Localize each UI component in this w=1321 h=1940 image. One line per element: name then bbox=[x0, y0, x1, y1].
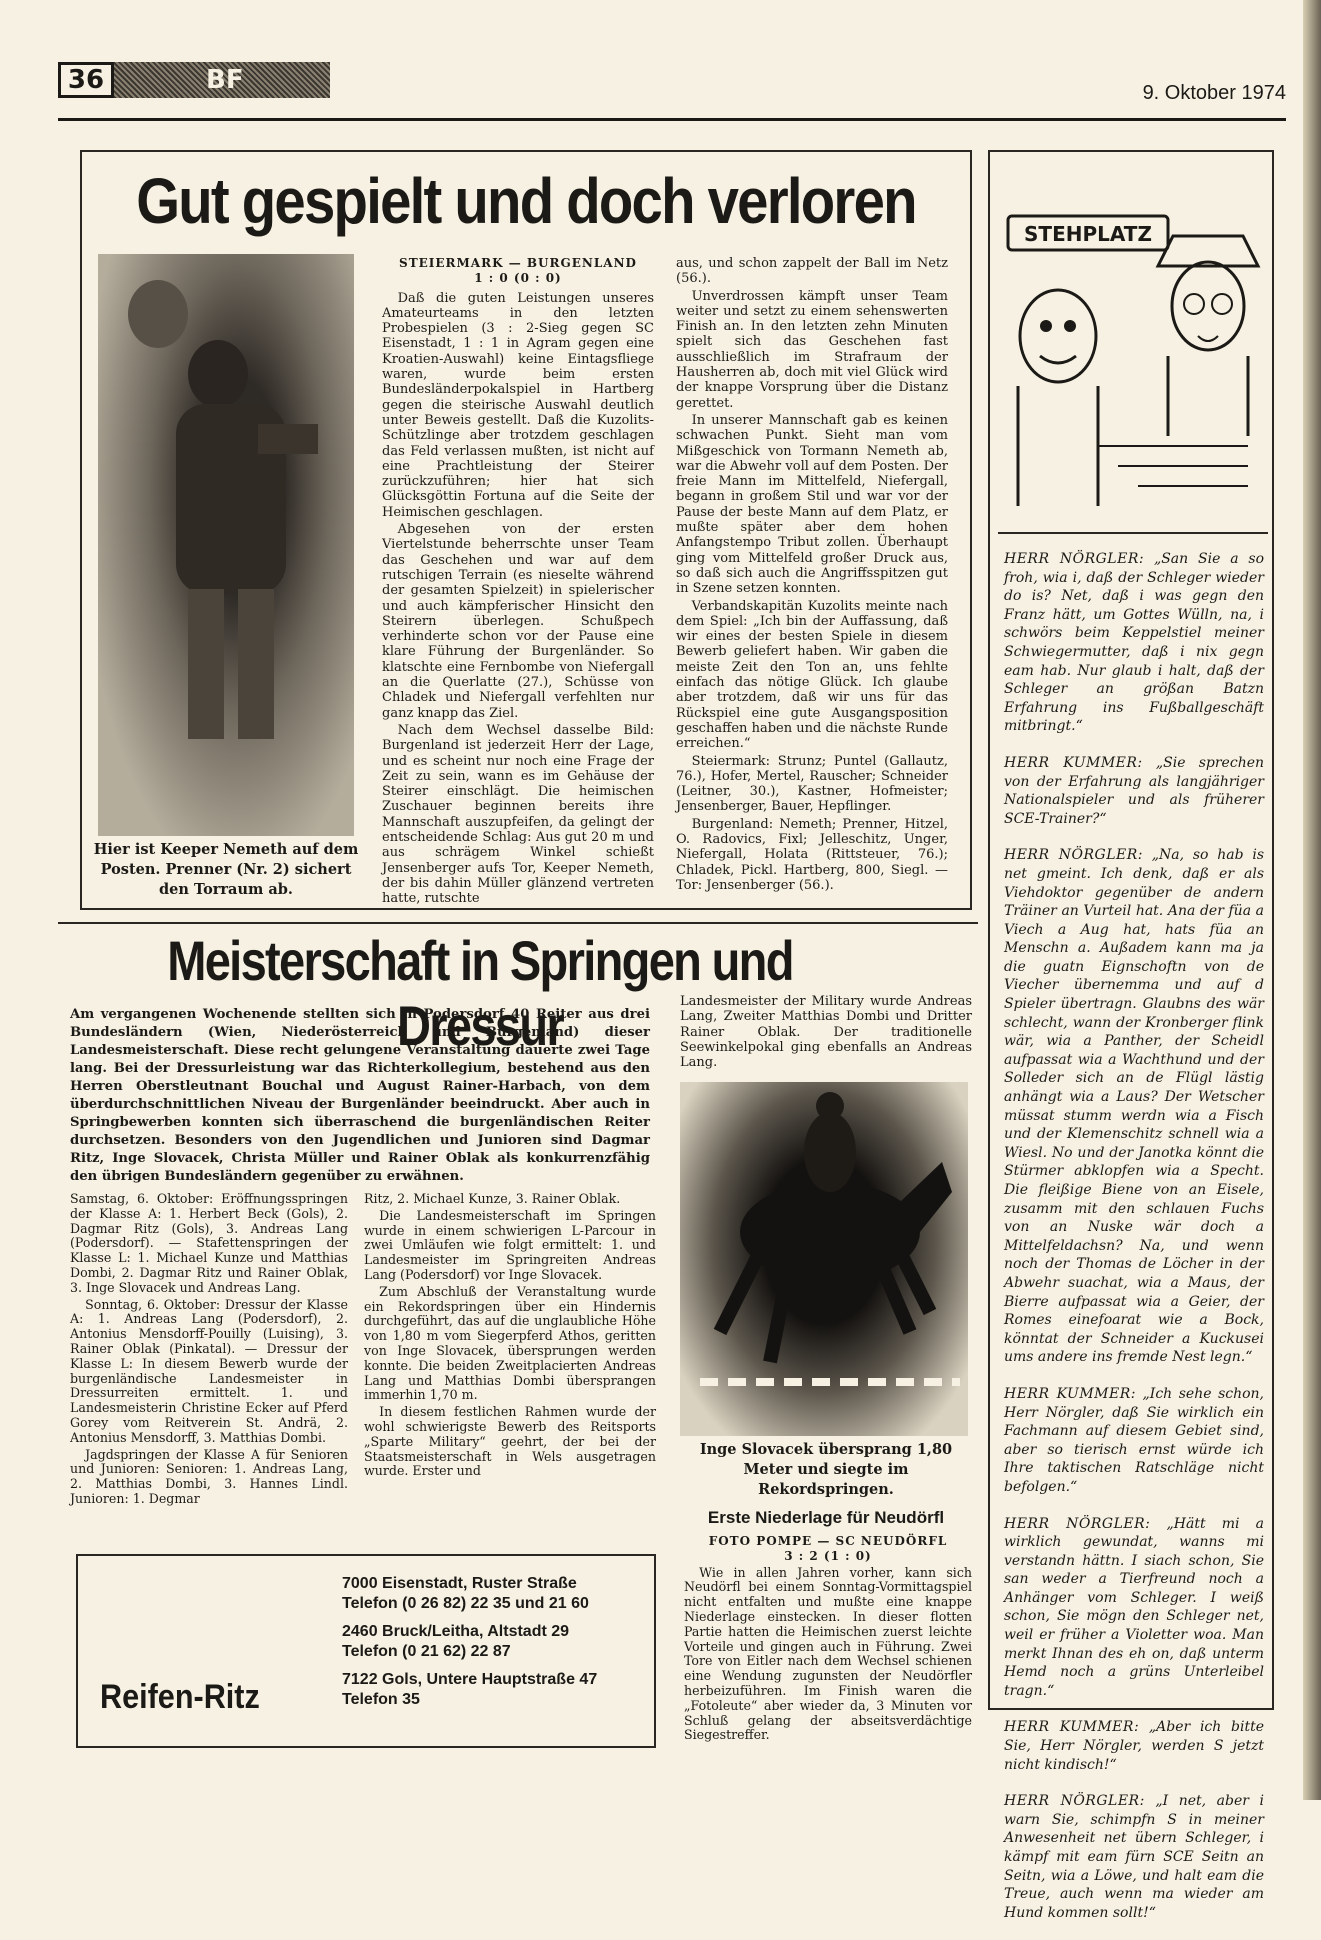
horse-rider-icon bbox=[680, 1082, 968, 1436]
stehplatz-column bbox=[988, 150, 1274, 1921]
article-column-3 bbox=[676, 256, 948, 895]
paragraph: Daß die guten Leistungen unseres Amateurteams in den letzten Probespielen (3 : 2-Sieg gegen SC Eisenstadt, 1 : 1 in Agram gegen eine Kroatien-Auswahl) keine Eintagsfliege waren, wurde beim ersten Bundesländerpokalspiel in Hartberg gegen die steirische Auswahl deutlich unter Beweis gestellt. Daß die Kuzolits-Schützlinge aber trotzdem geschlagen das Feld verlassen mußten, ist nicht auf eine Prachtleistung der Steirer zurückzuführen; hier hat sich Glücksgöttin Fortuna auf die Seite der Heimischen geschlagen. bbox=[382, 290, 654, 520]
match-score: 3 : 2 (1 : 0) bbox=[784, 1548, 872, 1563]
dialog-turn bbox=[1004, 754, 1264, 828]
paragraph: Verbandskapitän Kuzolits meinte nach dem Spiel: „Ich bin der Auffassung, daß wir eines der besten Spiele in diesem Bewerb geliefert haben. Wir gaben die meiste Zeit den Ton an, uns fehlte einfach das nötige Glück. Ich glaube aber trotzdem, daß wir uns für das Rückspiel eine gute Ausgangsposition geschaffen haben und die nächste Runde erreichen.“ bbox=[676, 598, 948, 752]
ad-addresses bbox=[342, 1574, 642, 1718]
speaker: HERR NÖRGLER: bbox=[1004, 1793, 1145, 1810]
ad-address bbox=[342, 1622, 642, 1662]
cartoon-title: STEHPLATZ bbox=[1024, 222, 1152, 246]
ad-line: Telefon (0 21 62) 22 87 bbox=[342, 1643, 511, 1660]
speech: „Hätt mi a wirklich gewundat, wanns mi verstandn hättn. I siach schon, Sie san weder a Tierfreund noch a Anhänger vom Schleger. I weiß schon, Sie mögn den Schleger net, weil er früher a Violetter woa. Man merkt Ihnan des eh on, daß unterm Hemd noch a grüns Unterleibel tragn.“ bbox=[1004, 1515, 1265, 1699]
match-title: FOTO POMPE — SC NEUDÖRFL bbox=[708, 1534, 948, 1548]
speech: „Na, so hab is net gmeint. Ich denk, daß er als Viehdoktor gegenüber de andern Träiner an Vurteil hat. Ana der füa a Viech a Aug hat, hats füa an Menschn a. Außadem kann ma ja die guatn Eignschoftn von de Viecher übernemma und auf d Spieler übertragn. Glaubns des wär schlecht, wann der Kronberger flink wär, wia a Panther, der Scheidl aufpassat wia a Wachthund und der Solleder sich an de Flügl lästig anhängt wia a Laus? Der Wetscher müssat stumm werdn wia a Fisch und der Klemenschitz schnell wia a Wiesl. No und der Janotka könnt die Stürmer abklopfen wia a Specht. Die fleißige Biene von an Eisele, zusamm mit den schlauen Fuchs von an Nuske wär doch a Mittelfeldachsn? Na, und wenn noch der Thomas de Löcher in der Abwehr suachat, wia a Maus, der Bierre aufpassat wia a Geier, der Romes einefoarat wie a Bock, könntat der Schneider a Kuckusei ums andere ins fremde Nest legn.“ bbox=[1004, 847, 1265, 1366]
paragraph: Unverdrossen kämpft unser Team weiter und setzt zu einem sehenswerten Finish an. In den letzten zehn Minuten spielt sich das Geschehen fast ausschließlich im Strafraum der Hausherren ab, doch mit viel Glück wird der knappe Vorsprung über die Distanz gerettet. bbox=[676, 288, 948, 411]
results-paragraph: Sonntag, 6. Oktober: Dressur der Klasse A: 1. Andreas Lang (Podersdorf), 2. Antonius Mensdorff-Pouilly (Luising), 3. Rainer Oblak (Pinkatal). — Dressur der Klasse L: In diesem Bewerb wurde der burgenländische Landesmeister in Dressurreiten ermittelt. 1. und Landesmeisterin Christine Ecker auf Pferd Gorey vom Reitverein St. Andrä, 2. Antonius Mensdorff, 3. Matthias Dombi. bbox=[70, 1296, 348, 1445]
dialog-turn bbox=[1004, 1515, 1264, 1701]
soccer-photo bbox=[98, 254, 354, 836]
dialog-turn bbox=[1004, 1792, 1264, 1922]
page-header bbox=[58, 62, 1286, 104]
article-headline-3: Erste Niederlage für Neudörfl bbox=[707, 1508, 945, 1527]
match-title: STEIERMARK — BURGENLAND bbox=[399, 256, 637, 270]
speech: „San Sie a so froh, wia i, daß der Schleger wieder do is? Net, daß i was gegn den Franz hätt, um Gottes Wülln, na, i schwörs beim Keppelstiel meiner Schwiegermutter, daß i nix gegn eam hab. Nur glaub i halt, daß der Schleger an größan Batzn Erfahrung ins Fußballgeschäft mitbringt.“ bbox=[1004, 551, 1265, 735]
results-column-2 bbox=[364, 1192, 656, 1481]
cartoon-illustration-icon bbox=[998, 196, 1268, 516]
paragraph: aus, und schon zappelt der Ball im Netz (56.). bbox=[676, 256, 948, 287]
ad-line: Telefon (0 26 82) 22 35 und 21 60 bbox=[342, 1595, 589, 1612]
match-score: 1 : 0 (0 : 0) bbox=[474, 271, 562, 286]
article-divider bbox=[58, 922, 978, 924]
lineup-paragraph: Burgenland: Nemeth; Prenner, Hitzel, O. Radovics, Fixl; Jelleschitz, Unger, Niefergall, Holata (Rittsteuer, 76.); Chladek, Pickl. Hartberg, 800, Siegl. — Tor: Jensenberger (56.). bbox=[676, 816, 948, 893]
dialog-text bbox=[1004, 550, 1264, 1940]
section-label: BF bbox=[114, 62, 330, 98]
article-column-2 bbox=[382, 256, 654, 908]
horse-jump-photo bbox=[680, 1082, 968, 1436]
paragraph: Zum Abschluß der Veranstaltung wurde ein Rekordspringen über ein Hindernis durchgeführt, das auf die unglaubliche Höhe von 1,80 m vom Siegerpferd Athos, geritten von Inge Slovacek, übersprungen werden konnte. Die beiden Zweitplacierten Andreas Lang und Matthias Dombi übersprangen immerhin 1,70 m. bbox=[364, 1283, 656, 1403]
page-number: 36 bbox=[58, 62, 114, 98]
results-paragraph: Samstag, 6. Oktober: Eröffnungsspringen der Klasse A: 1. Herbert Beck (Gols), 2. Dagmar Ritz (Gols), 3. Andreas Lang (Podersdorf). — Stafettenspringen der Klasse L: 1. Michael Kunze und Matthias Dombi, 2. Dagmar Ritz und Rainer Oblak, 3. Inge Slovacek und Andreas Lang. bbox=[70, 1191, 348, 1295]
article3-body bbox=[684, 1534, 972, 1745]
ad-address bbox=[342, 1574, 642, 1614]
goalkeeper-figure-icon bbox=[98, 254, 354, 836]
horse-photo-caption: Inge Slovacek übersprang 1,80 Meter und siegte im Rekordspringen. bbox=[699, 1441, 953, 1498]
article-headline-2: Meisterschaft in Springen und Dressur bbox=[167, 929, 793, 1057]
advertisement bbox=[76, 1554, 656, 1748]
ad-brand: Reifen-Ritz bbox=[100, 1678, 260, 1716]
paragraph: Nach dem Wechsel dasselbe Bild: Burgenland ist jederzeit Herr der Lage, und es scheint nur noch eine Frage der Zeit zu sein, wann es im Gehäuse der Steirer einschlägt. Die heimischen Zuschauer beginnen bereits ihre Mannschaft auszupfeifen, da gelingt der entscheidende Schlag: Aus gut 20 m und aus schrägem Winkel schießt Jensenberger aufs Tor, Keeper Nemeth, der bis dahin Müller glänzend vertreten hatte, rutschte bbox=[382, 722, 654, 907]
speech: „Sie sprechen von der Erfahrung als langjähriger Nationalspieler und als früherer SCE-Trainer?“ bbox=[1004, 754, 1265, 827]
ad-line: 7000 Eisenstadt, Ruster Straße bbox=[342, 1575, 577, 1592]
speech: „Ich sehe schon, Herr Nörgler, daß Sie wirklich ein Fachmann auf diesem Gebiet sind, aber so tierisch ernst würde ich Ihre taktischen Ratschläge nicht befolgen.“ bbox=[1004, 1385, 1265, 1495]
header-rule bbox=[58, 118, 1286, 121]
paragraph: Die Landesmeisterschaft im Springen wurde in einem schwierigen L-Parcour in zwei Umläufen wie folgt ermittelt: 1. und Landesmeister im Springreiten Andreas Lang (Podersdorf) vor Inge Slovacek. bbox=[364, 1207, 656, 1282]
article-soccer bbox=[80, 150, 972, 910]
stehplatz-cartoon bbox=[998, 196, 1268, 516]
dialog-turn bbox=[1004, 1385, 1264, 1497]
ad-line: 7122 Gols, Untere Hauptstraße 47 bbox=[342, 1671, 598, 1688]
paragraph: Landesmeister der Military wurde Andreas Lang, Zweiter Matthias Dombi und Dritter Rainer Oblak. Der traditionelle Seewinkelpokal ging ebenfalls an Andreas Lang. bbox=[680, 994, 972, 1071]
dialog-turn bbox=[1004, 550, 1264, 736]
page-edge bbox=[1303, 0, 1321, 1800]
paragraph: In diesem festlichen Rahmen wurde der wohl schwierigste Bewerb des Reitsports „Sparte Military“ geehrt, der bei der Staatsmeisterschaft in Wels ausgetragen wurde. Erster und bbox=[364, 1404, 656, 1479]
speaker: HERR KUMMER: bbox=[1004, 1385, 1136, 1402]
paragraph: Abgesehen von der ersten Viertelstunde beherrschte unser Team das Geschehen und war auf dem rutschigen Terrain (es nieselte während der gesamten Spielzeit) in spielerischer und auch kämpferischer Hinsicht den Steirern überlegen. Schußpech verhinderte schon vor der Pause eine klare Führung der Burgenländer. So klatschte eine Fernbombe von Niefergall an die Querlatte (27.), Schüsse von Chladek und Niefergall verfehlten nur ganz knapp das Ziel. bbox=[382, 522, 654, 721]
speaker: HERR KUMMER: bbox=[1004, 1719, 1140, 1736]
dialog-turn bbox=[1004, 1718, 1264, 1774]
speech: „Aber ich bitte Sie, Herr Nörgler, werden S jetzt nicht kindisch!“ bbox=[1004, 1719, 1264, 1773]
article-lead: Am vergangenen Wochenende stellten sich in Podersdorf 40 Reiter aus drei Bundesländern (Wien, Niederösterreich und Burgenland) dieser Landesmeisterschaft. Diese recht gelungene Veranstaltung dauerte zwei Tage lang. Bei der Dressurleistung war das Richterkollegium, bestehend aus den Herren Oberstleutnant Bouchal und August Rainer-Harbach, von dem überdurchschnittlichen Niveau der Burgenländer beeindruckt. Aber auch in Springbewerben konnten sich überraschend die burgenländischen Reiter durchsetzen. Besonders von den Jugendlichen und Junioren sind Dagmar Ritz, Inge Slovacek, Christa Müller und Rainer Oblak als konkurrenzfähig den übrigen Bundesländern gegenüber zu erwähnen. bbox=[70, 1007, 650, 1184]
speech: „I net, aber i warn Sie, schimpfn S in meiner Anwesenheit net übern Schleger, i kämpf mit eam fürn SCE Seitn an Seitn, wia a Löwe, und halt eam die Treue, auch wenn ma wieder am Hund kommen sollt!“ bbox=[1004, 1793, 1265, 1921]
speaker: HERR NÖRGLER: bbox=[1004, 551, 1145, 567]
issue-date: 9. Oktober 1974 bbox=[1142, 82, 1286, 104]
dialog-turn bbox=[1004, 846, 1264, 1367]
results-column-1 bbox=[70, 1192, 348, 1509]
cartoon-rule bbox=[998, 532, 1268, 534]
article2-top-right bbox=[680, 994, 972, 1072]
speaker: HERR NÖRGLER: bbox=[1004, 847, 1144, 864]
photo-caption: Hier ist Keeper Nemeth auf dem Posten. Prenner (Nr. 2) sichert den Torraum ab. bbox=[93, 841, 359, 898]
speaker: HERR NÖRGLER: bbox=[1004, 1515, 1151, 1532]
ad-line: Telefon 35 bbox=[342, 1691, 420, 1708]
paragraph: Wie in allen Jahren vorher, kann sich Neudörfl bei einem Sonntag-Vormittagspiel nicht entfalten und mußte eine knappe Niederlage einstecken. In dieser flotten Partie hatten die Heimischen zuerst leichte Vorteile und gingen auch in Führung. Zwei Tore von Eitler nach dem Wechsel schienen eine Wendung zugunsten der Neudörfler herbeizuführen. Im Finish waren die „Fotoleute“ aber wieder da, 3 Minuten vor Schluß gelang der abseitsverdächtige Siegestreffer. bbox=[684, 1564, 972, 1743]
article-headline: Gut gespielt und doch verloren bbox=[136, 165, 916, 237]
ad-address bbox=[342, 1670, 642, 1710]
ad-line: 2460 Bruck/Leitha, Altstadt 29 bbox=[342, 1623, 570, 1640]
paragraph: In unserer Mannschaft gab es keinen schwachen Punkt. Sieht man vom Mißgeschick von Tormann Nemeth ab, war die Abwehr voll auf dem Posten. Der freie Mann im Mittelfeld, Niefergall, begann in großem Stil und war vor der Pause der beste Mann auf dem Platz, er mußte später aber dem hohen Anfangstempo Tribut zollen. Überhaupt ging vom Mittelfeld großer Druck aus, so daß sich auch die Angriffsspitzen gut in Szene setzen konnten. bbox=[676, 412, 948, 597]
paragraph: Ritz, 2. Michael Kunze, 3. Rainer Oblak. bbox=[364, 1191, 621, 1206]
results-paragraph: Jagdspringen der Klasse A für Senioren und Junioren: Senioren: 1. Andreas Lang, 2. Matthias Dombi, 3. Hannes Lindl. Junioren: 1. Degmar bbox=[70, 1446, 348, 1506]
lineup-paragraph: Steiermark: Strunz; Puntel (Gallautz, 76.), Hofer, Mertel, Rauscher; Schneider (Leitner, 30.), Kastner, Hofmeister; Jensenberger, Bauer, Hepflinger. bbox=[676, 753, 948, 815]
speaker: HERR KUMMER: bbox=[1004, 754, 1143, 771]
